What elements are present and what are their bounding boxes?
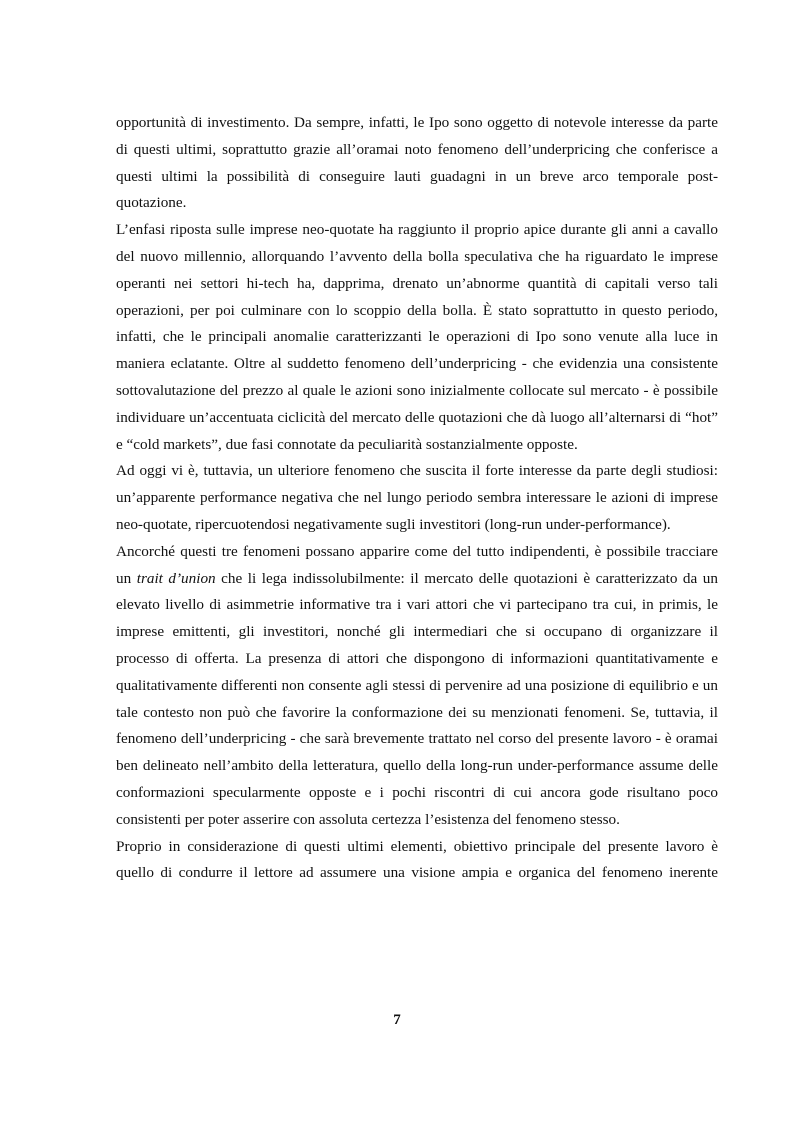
paragraph-text: Ancorché questi tre fenomeni possano apparire come del tutto indipendenti, è possibile tracciare un bbox=[116, 542, 718, 587]
paragraph-text: Proprio in considerazione di questi ultimi elementi, obiettivo principale del presente lavoro è quello di condurre il lettore ad assumere una visione ampia e organica del fenomeno inerente bbox=[116, 837, 718, 882]
italic-phrase: trait d’union bbox=[136, 569, 216, 587]
page-number: 7 bbox=[393, 1012, 401, 1028]
paragraph-text: opportunità di investimento. Da sempre, infatti, le Ipo sono oggetto di notevole interesse da parte di questi ultimi, soprattutto grazie all’oramai noto fenomeno dell’underpricing che conferisce a questi ultimi la possibilità di conseguire lauti guadagni in un breve arco temporale post-quotazione. bbox=[116, 114, 718, 212]
paragraph-text: Ad oggi vi è, tuttavia, un ulteriore fenomeno che suscita il forte interesse da parte degli studiosi: un’apparente performance negativa che nel lungo periodo sembra interessare le azioni di imprese neo-quotate, ripercuotendosi negativamente sugli investitori (long-run under-performance). bbox=[116, 462, 718, 533]
paragraph bbox=[116, 539, 718, 834]
paragraph-text: L’enfasi riposta sulle imprese neo-quotate ha raggiunto il proprio apice durante gli anni a cavallo del nuovo millennio, allorquando l’avvento della bolla speculativa che ha riguardato le imprese operanti nei settori hi-tech ha, dapprima, drenato un’abnorme quantità di capitali verso tali operazioni, per poi culminare con lo scoppio della bolla. È stato soprattutto in questo periodo, infatti, che le principali anomalie caratterizzanti le operazioni di Ipo sono venute alla luce in maniera eclatante. Oltre al suddetto fenomeno dell’underpricing - che evidenzia una consistente sottovalutazione del prezzo al quale le azioni sono inizialmente collocate sul mercato - è possibile individuare un’accentuata ciclicità del mercato delle quotazioni che dà luogo all’alternarsi di “hot” e “cold markets”, due fasi connotate da peculiarità sostanzialmente opposte. bbox=[116, 221, 718, 453]
paragraph bbox=[116, 217, 718, 458]
paragraph bbox=[116, 458, 718, 538]
paragraph bbox=[116, 110, 718, 217]
paragraph-last bbox=[116, 834, 718, 888]
body-text bbox=[116, 110, 718, 887]
paragraph-text: che li lega indissolubilmente: il mercato delle quotazioni è caratterizzato da un elevato livello di asimmetrie informative tra i vari attori che vi partecipano tra cui, in primis, le imprese emittenti, gli investitori, nonché gli intermediari che si occupano di organizzare il processo di offerta. La presenza di attori che dispongono di informazioni quantitativamente e qualitativamente differenti non consente agli stessi di pervenire ad una posizione di equilibrio e un tale contesto non può che favorire la conformazione dei su menzionati fenomeni. Se, tuttavia, il fenomeno dell’underpricing - che sarà brevemente trattato nel corso del presente lavoro - è oramai ben delineato nell’ambito della letteratura, quello della long-run under-performance assume delle conformazioni specularmente opposte e i pochi riscontri di cui ancora gode risultano poco consistenti per poter asserire con assoluta certezza l’esistenza del fenomeno stesso. bbox=[116, 569, 718, 828]
